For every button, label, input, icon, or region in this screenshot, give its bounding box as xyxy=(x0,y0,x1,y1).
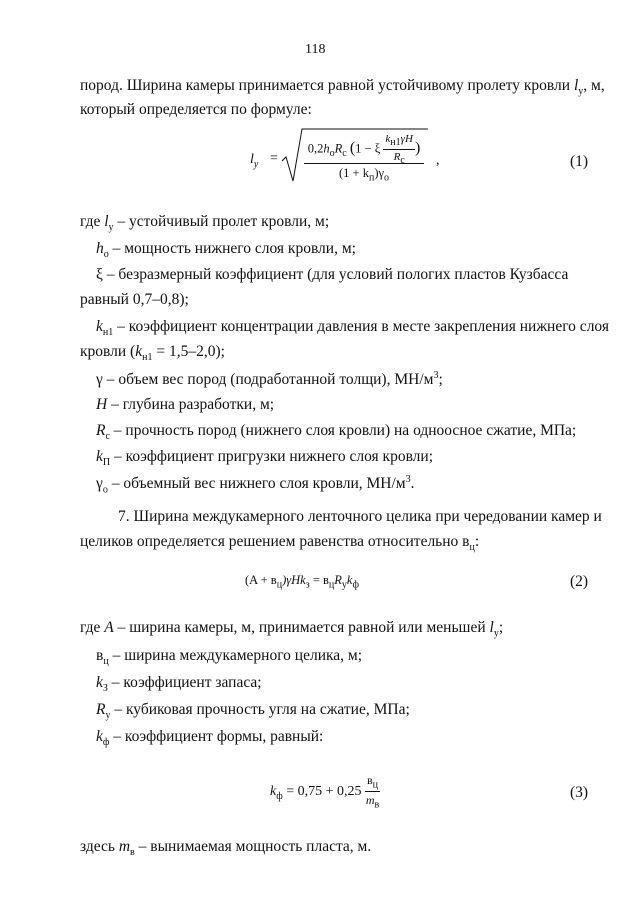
formula1-comma: , xyxy=(436,153,440,168)
para7-line-1: 7. Ширина междукамерного ленточного целика при чередовании камер и xyxy=(118,508,602,525)
intro-text: пород. Ширина камеры принимается равной устойчивому пролету кровли xyxy=(80,77,571,94)
def-A: где A – ширина камеры, м, принимается равной или меньшей $l_у$; xyxy=(80,619,504,640)
def-xi: ξ – безразмерный коэффициент (для условий пологих пластов Кузбасса xyxy=(96,266,569,283)
def-kz: $k_З$ – коэффициент запаса; xyxy=(96,674,262,695)
intro-line-2: который определяется по формуле: xyxy=(80,101,312,118)
equation-number-1: (1) xyxy=(570,153,589,170)
def-xi-cont: равный 0,7–0,8); xyxy=(80,291,189,308)
def-kf: $k_ф$ – коэффициент формы, равный: xyxy=(96,728,324,749)
ly-symbol: l xyxy=(573,77,579,94)
para7-line-2: целиков определяется решением равенства относительно $в_ц$: xyxy=(80,533,480,554)
intro-end: , м, xyxy=(583,77,605,94)
def-kn1-cont: кровли $(k_{н1} = 1,5-2,0)$; xyxy=(80,343,225,364)
formula1-fraction-bar xyxy=(304,163,424,164)
def-gamma-o: $\gamma_о$ – объемный вес нижнего слоя кровли, $МН/м^3$. xyxy=(96,474,415,496)
def-mv: здесь $m_в$ – вынимаемая мощность пласта, м. xyxy=(80,838,372,859)
equation-number-2: (2) xyxy=(570,573,589,590)
def-ho: $h_о$ – мощность нижнего слоя кровли, м; xyxy=(96,240,356,261)
def-gamma: γ – объем вес пород (подработанной толщи), $МН/м^3$; xyxy=(96,370,443,389)
formula1-numerator: $0,2h_оR_с$ (1 − ξ $\frac{k_{н1}\gamma H}{R_с}$ ) xyxy=(307,133,421,167)
def-kp: $k_П$ – коэффициент пригрузки нижнего слоя кровли; xyxy=(96,448,434,469)
ly-subscript: у xyxy=(578,86,584,98)
def-Ry: $R_у$ – кубиковая прочность угля на сжатие, МПа; xyxy=(96,701,410,722)
formula1-equals: = xyxy=(270,151,278,166)
def-Rc: $R_с$ – прочность пород (нижнего слоя кровли) на одноосное сжатие, МПа; xyxy=(96,422,577,443)
page-number: 118 xyxy=(305,42,326,57)
formula-2: $(A + в_ц)\gamma Hk_з = в_цR_уk_ф$ xyxy=(245,573,359,591)
formula1-denominator: $(1 + k_п)\gamma_о$ xyxy=(338,166,389,184)
def-ly: где $l_у$ – устойчивый пролет кровли, м; xyxy=(80,213,330,234)
def-vc: $в_ц$ – ширина междукамерного целика, м; xyxy=(96,647,363,668)
equation-number-3: (3) xyxy=(570,784,589,801)
intro-line-1 xyxy=(80,77,605,97)
def-H: H – глубина разработки, м; xyxy=(96,396,275,413)
formula-3: $k_ф = 0,75 + 0,25$ $\frac{в_ц}{m_в}$ xyxy=(270,773,380,811)
formula1-lhs: $l_у$ xyxy=(250,152,259,170)
def-kn1: $k_{н1}$ – коэффициент концентрации давления в месте закрепления нижнего слоя xyxy=(96,318,610,339)
